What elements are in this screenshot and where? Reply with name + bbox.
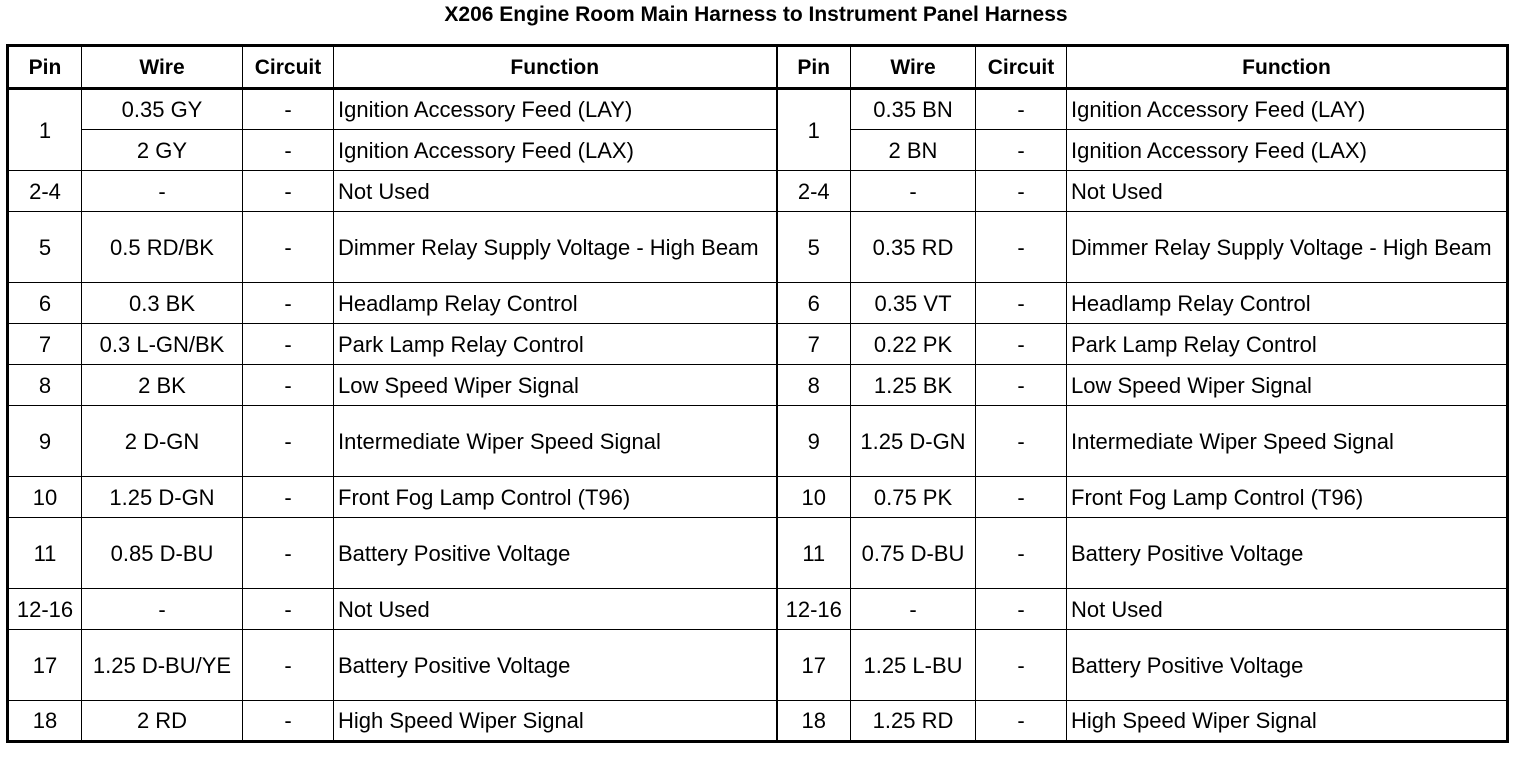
- header-pin: Pin: [777, 46, 851, 89]
- table-row: [8, 365, 1508, 406]
- function-cell: Battery Positive Voltage: [1067, 630, 1508, 701]
- pin-cell: 18: [777, 701, 851, 742]
- pin-cell: 18: [8, 701, 82, 742]
- function-cell: Not Used: [334, 171, 777, 212]
- header-pin: Pin: [8, 46, 82, 89]
- function-cell: Intermediate Wiper Speed Signal: [1067, 406, 1508, 477]
- wire-cell: 0.75 PK: [851, 477, 976, 518]
- wire-cell: -: [82, 589, 243, 630]
- harness-table: [6, 44, 1509, 743]
- circuit-cell: -: [243, 89, 334, 130]
- circuit-cell: -: [976, 283, 1067, 324]
- circuit-cell: -: [243, 365, 334, 406]
- wire-cell: 1.25 L-BU: [851, 630, 976, 701]
- wire-cell: 1.25 RD: [851, 701, 976, 742]
- function-cell: Ignition Accessory Feed (LAY): [1067, 89, 1508, 130]
- header-circuit: Circuit: [976, 46, 1067, 89]
- pin-cell: 8: [8, 365, 82, 406]
- wire-cell: 0.3 L-GN/BK: [82, 324, 243, 365]
- circuit-cell: -: [976, 518, 1067, 589]
- pin-cell: 12-16: [777, 589, 851, 630]
- circuit-cell: -: [976, 324, 1067, 365]
- circuit-cell: -: [243, 406, 334, 477]
- function-cell: Battery Positive Voltage: [334, 630, 777, 701]
- wire-cell: 2 BK: [82, 365, 243, 406]
- pin-cell: 7: [777, 324, 851, 365]
- circuit-cell: -: [243, 171, 334, 212]
- function-cell: Ignition Accessory Feed (LAY): [334, 89, 777, 130]
- function-cell: Battery Positive Voltage: [334, 518, 777, 589]
- pin-cell: 10: [8, 477, 82, 518]
- table-row: [8, 589, 1508, 630]
- wire-cell: 1.25 D-BU/YE: [82, 630, 243, 701]
- wire-cell: 0.3 BK: [82, 283, 243, 324]
- circuit-cell: -: [243, 589, 334, 630]
- wire-cell: -: [82, 171, 243, 212]
- wire-cell: 0.85 D-BU: [82, 518, 243, 589]
- pin-cell: 7: [8, 324, 82, 365]
- table-row: [8, 171, 1508, 212]
- pin-cell: 9: [8, 406, 82, 477]
- circuit-cell: -: [976, 365, 1067, 406]
- table-header-row: [8, 46, 1508, 89]
- circuit-cell: -: [243, 630, 334, 701]
- circuit-cell: -: [243, 130, 334, 171]
- table-row: [8, 130, 1508, 171]
- page-title: X206 Engine Room Main Harness to Instrument Panel Harness: [444, 3, 1068, 26]
- function-cell: High Speed Wiper Signal: [334, 701, 777, 742]
- function-cell: Front Fog Lamp Control (T96): [1067, 477, 1508, 518]
- circuit-cell: -: [976, 589, 1067, 630]
- wire-cell: 2 GY: [82, 130, 243, 171]
- circuit-cell: -: [243, 701, 334, 742]
- circuit-cell: -: [243, 477, 334, 518]
- circuit-cell: -: [243, 212, 334, 283]
- header-circuit: Circuit: [243, 46, 334, 89]
- wire-cell: 2 RD: [82, 701, 243, 742]
- pin-cell: 17: [777, 630, 851, 701]
- circuit-cell: -: [243, 518, 334, 589]
- wire-cell: -: [851, 171, 976, 212]
- function-cell: Battery Positive Voltage: [1067, 518, 1508, 589]
- header-function: Function: [334, 46, 777, 89]
- pin-cell: 17: [8, 630, 82, 701]
- function-cell: Park Lamp Relay Control: [334, 324, 777, 365]
- function-cell: Front Fog Lamp Control (T96): [334, 477, 777, 518]
- circuit-cell: -: [976, 171, 1067, 212]
- wire-cell: 0.35 VT: [851, 283, 976, 324]
- wire-cell: -: [851, 589, 976, 630]
- function-cell: Low Speed Wiper Signal: [1067, 365, 1508, 406]
- header-function: Function: [1067, 46, 1508, 89]
- circuit-cell: -: [243, 283, 334, 324]
- circuit-cell: -: [243, 324, 334, 365]
- pin-cell: 1: [8, 89, 82, 171]
- function-cell: Dimmer Relay Supply Voltage - High Beam: [1067, 212, 1508, 283]
- circuit-cell: -: [976, 701, 1067, 742]
- circuit-cell: -: [976, 212, 1067, 283]
- table-row: [8, 212, 1508, 283]
- function-cell: Not Used: [334, 589, 777, 630]
- pin-cell: 5: [777, 212, 851, 283]
- table-row: [8, 518, 1508, 589]
- function-cell: Ignition Accessory Feed (LAX): [1067, 130, 1508, 171]
- function-cell: Park Lamp Relay Control: [1067, 324, 1508, 365]
- wire-cell: 1.25 D-GN: [851, 406, 976, 477]
- function-cell: Headlamp Relay Control: [1067, 283, 1508, 324]
- function-cell: Dimmer Relay Supply Voltage - High Beam: [334, 212, 777, 283]
- function-cell: Ignition Accessory Feed (LAX): [334, 130, 777, 171]
- wire-cell: 0.35 GY: [82, 89, 243, 130]
- table-row: [8, 324, 1508, 365]
- pin-cell: 2-4: [8, 171, 82, 212]
- pin-cell: 6: [8, 283, 82, 324]
- pin-cell: 12-16: [8, 589, 82, 630]
- function-cell: Intermediate Wiper Speed Signal: [334, 406, 777, 477]
- wire-cell: 2 D-GN: [82, 406, 243, 477]
- table-row: [8, 283, 1508, 324]
- function-cell: Not Used: [1067, 589, 1508, 630]
- pin-cell: 2-4: [777, 171, 851, 212]
- header-wire: Wire: [82, 46, 243, 89]
- wire-cell: 0.22 PK: [851, 324, 976, 365]
- table-row: [8, 477, 1508, 518]
- circuit-cell: -: [976, 477, 1067, 518]
- pin-cell: 10: [777, 477, 851, 518]
- pin-cell: 1: [777, 89, 851, 171]
- pin-cell: 5: [8, 212, 82, 283]
- circuit-cell: -: [976, 630, 1067, 701]
- circuit-cell: -: [976, 89, 1067, 130]
- function-cell: Headlamp Relay Control: [334, 283, 777, 324]
- function-cell: Low Speed Wiper Signal: [334, 365, 777, 406]
- pin-cell: 11: [777, 518, 851, 589]
- pin-cell: 9: [777, 406, 851, 477]
- table-row: [8, 701, 1508, 742]
- pin-cell: 6: [777, 283, 851, 324]
- function-cell: Not Used: [1067, 171, 1508, 212]
- header-wire: Wire: [851, 46, 976, 89]
- table-row: [8, 406, 1508, 477]
- table-row: [8, 630, 1508, 701]
- circuit-cell: -: [976, 406, 1067, 477]
- wire-cell: 0.35 BN: [851, 89, 976, 130]
- wire-cell: 0.75 D-BU: [851, 518, 976, 589]
- wire-cell: 1.25 D-GN: [82, 477, 243, 518]
- wire-cell: 0.35 RD: [851, 212, 976, 283]
- table-row: [8, 89, 1508, 130]
- pin-cell: 8: [777, 365, 851, 406]
- wire-cell: 2 BN: [851, 130, 976, 171]
- wire-cell: 0.5 RD/BK: [82, 212, 243, 283]
- function-cell: High Speed Wiper Signal: [1067, 701, 1508, 742]
- wire-cell: 1.25 BK: [851, 365, 976, 406]
- circuit-cell: -: [976, 130, 1067, 171]
- pin-cell: 11: [8, 518, 82, 589]
